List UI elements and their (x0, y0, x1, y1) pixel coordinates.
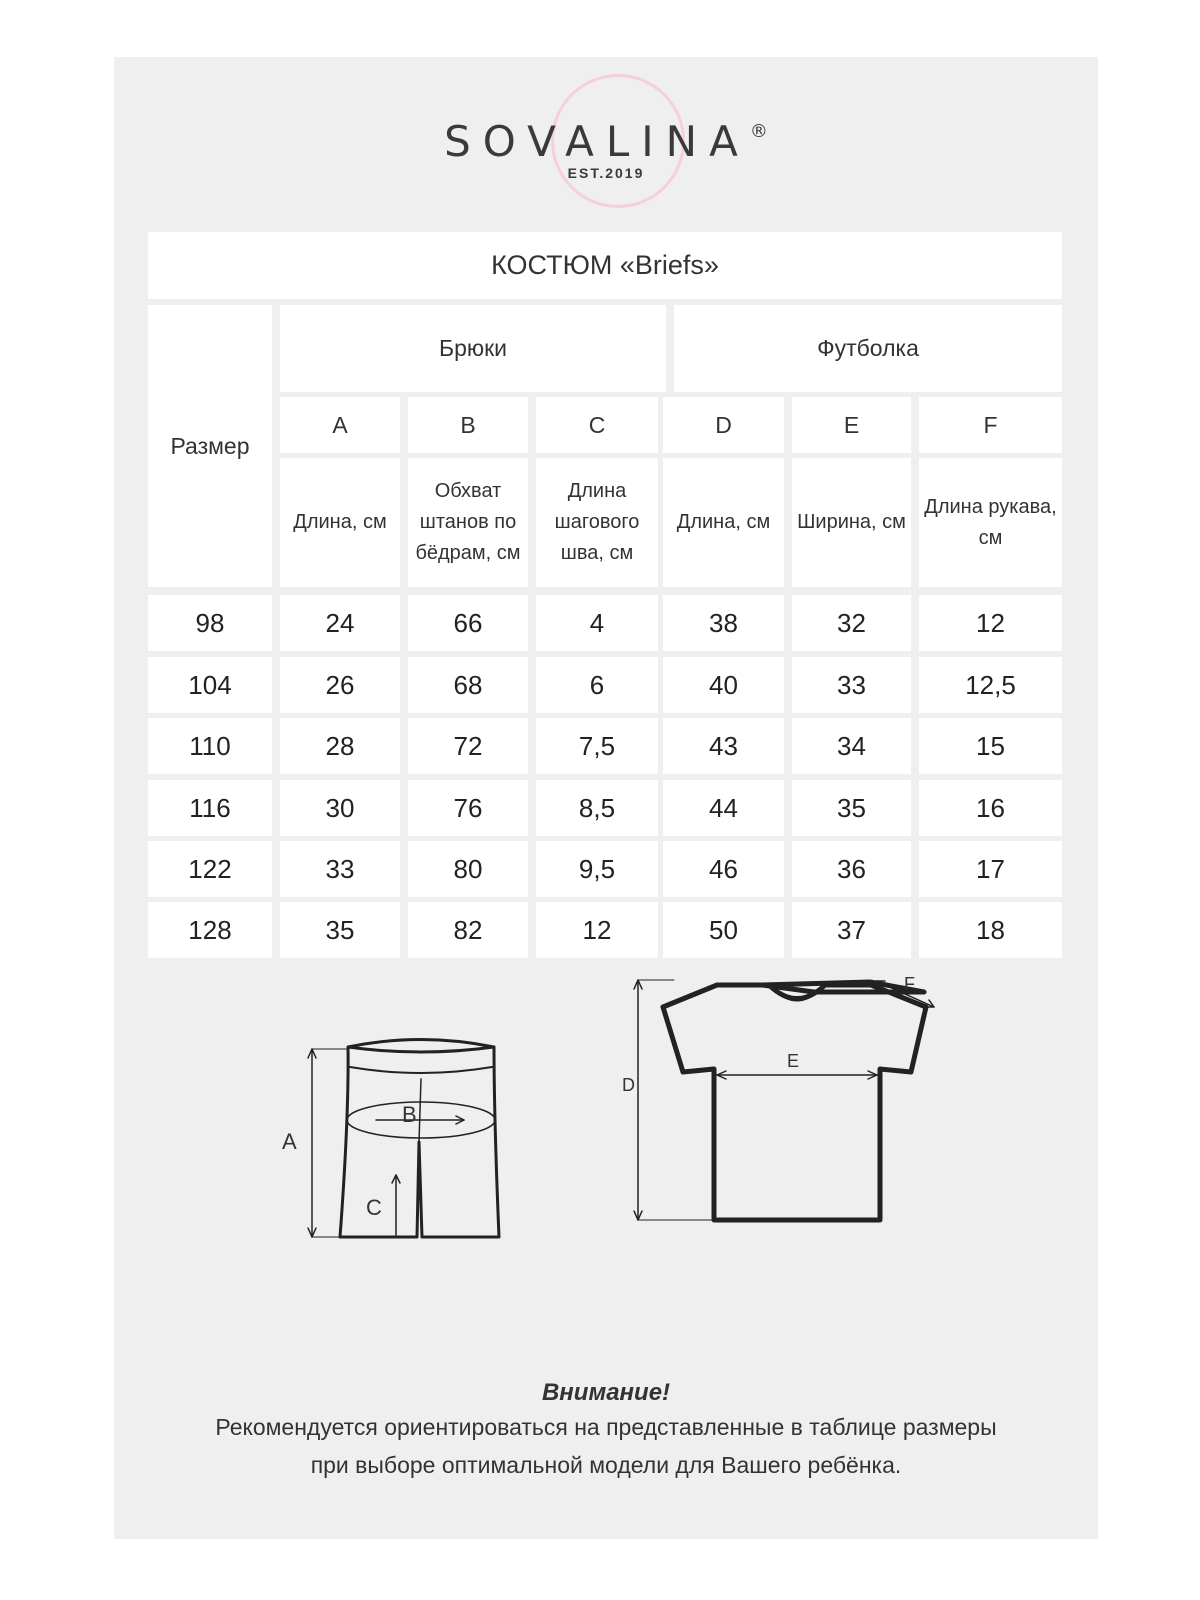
note-line-2: при выборе оптимальной модели для Вашего ребёнка. (310, 1452, 902, 1478)
table-cell: 32 (792, 595, 911, 651)
header-letter-b: B (408, 397, 528, 453)
table-cell: 80 (408, 841, 528, 897)
table-cell: 6 (536, 657, 658, 713)
note-title: Внимание! (541, 1379, 671, 1406)
header-desc-f: Длина рукава, см (919, 458, 1062, 587)
table-cell: 16 (919, 780, 1062, 836)
table-cell: 33 (792, 657, 911, 713)
tshirt-body (663, 985, 926, 1220)
table-cell: 76 (408, 780, 528, 836)
table-cell: 35 (280, 902, 400, 958)
header-desc-b: Обхват штанов по бёдрам, см (408, 458, 528, 587)
tshirt-label-e: E (787, 1051, 800, 1071)
header-desc-e: Ширина, см (792, 458, 911, 587)
table-cell: 17 (919, 841, 1062, 897)
garment-diagrams (114, 57, 1098, 1357)
table-cell: 50 (663, 902, 784, 958)
tshirt-diagram (634, 980, 934, 1220)
table-cell: 66 (408, 595, 528, 651)
table-cell: 18 (919, 902, 1062, 958)
header-desc-c: Длина шагового шва, см (536, 458, 658, 587)
table-cell: 30 (280, 780, 400, 836)
table-cell: 40 (663, 657, 784, 713)
shorts-seam (419, 1079, 421, 1142)
size-cell: 122 (148, 841, 272, 897)
table-cell: 35 (792, 780, 911, 836)
pants-label-a: A (282, 1129, 297, 1154)
table-cell: 37 (792, 902, 911, 958)
table-cell: 7,5 (536, 718, 658, 774)
table-cell: 44 (663, 780, 784, 836)
table-cell: 46 (663, 841, 784, 897)
table-cell: 26 (280, 657, 400, 713)
table-cell: 34 (792, 718, 911, 774)
table-title: КОСТЮМ «Briefs» (148, 232, 1062, 299)
pants-label-c: C (366, 1195, 382, 1220)
table-cell: 82 (408, 902, 528, 958)
table-cell: 15 (919, 718, 1062, 774)
header-desc-d: Длина, см (663, 458, 784, 587)
tshirt-label-f: F (904, 974, 915, 994)
header-pants: Брюки (280, 305, 666, 392)
header-letter-a: A (280, 397, 400, 453)
table-cell: 72 (408, 718, 528, 774)
table-cell: 68 (408, 657, 528, 713)
header-letter-d: D (663, 397, 784, 453)
shorts-waistband-inner (350, 1067, 492, 1073)
pants-label-b: B (402, 1102, 417, 1127)
table-cell: 36 (792, 841, 911, 897)
header-letter-e: E (792, 397, 911, 453)
table-cell: 12 (536, 902, 658, 958)
table-cell: 43 (663, 718, 784, 774)
table-cell: 4 (536, 595, 658, 651)
table-cell: 12,5 (919, 657, 1062, 713)
size-cell: 128 (148, 902, 272, 958)
size-cell: 116 (148, 780, 272, 836)
logo-registered-mark: ® (749, 121, 768, 142)
size-cell: 110 (148, 718, 272, 774)
header-desc-a: Длина, см (280, 458, 400, 587)
size-chart-panel (114, 57, 1098, 1539)
table-cell: 24 (280, 595, 400, 651)
shorts-diagram (308, 1040, 499, 1238)
shorts-waistband (348, 1040, 494, 1048)
logo-established: EST.2019 (567, 165, 645, 181)
table-cell: 28 (280, 718, 400, 774)
header-letter-f: F (919, 397, 1062, 453)
size-cell: 98 (148, 595, 272, 651)
size-cell: 104 (148, 657, 272, 713)
header-letter-c: C (536, 397, 658, 453)
table-cell: 12 (919, 595, 1062, 651)
table-cell: 9,5 (536, 841, 658, 897)
header-tshirt: Футболка (674, 305, 1062, 392)
tshirt-label-d: D (622, 1075, 635, 1095)
table-cell: 33 (280, 841, 400, 897)
table-cell: 38 (663, 595, 784, 651)
note-line-1: Рекомендуется ориентироваться на представленные в таблице размеры (215, 1414, 997, 1440)
table-cell: 8,5 (536, 780, 658, 836)
header-size: Размер (148, 305, 272, 587)
logo-brand: SOVALINA (444, 117, 750, 166)
